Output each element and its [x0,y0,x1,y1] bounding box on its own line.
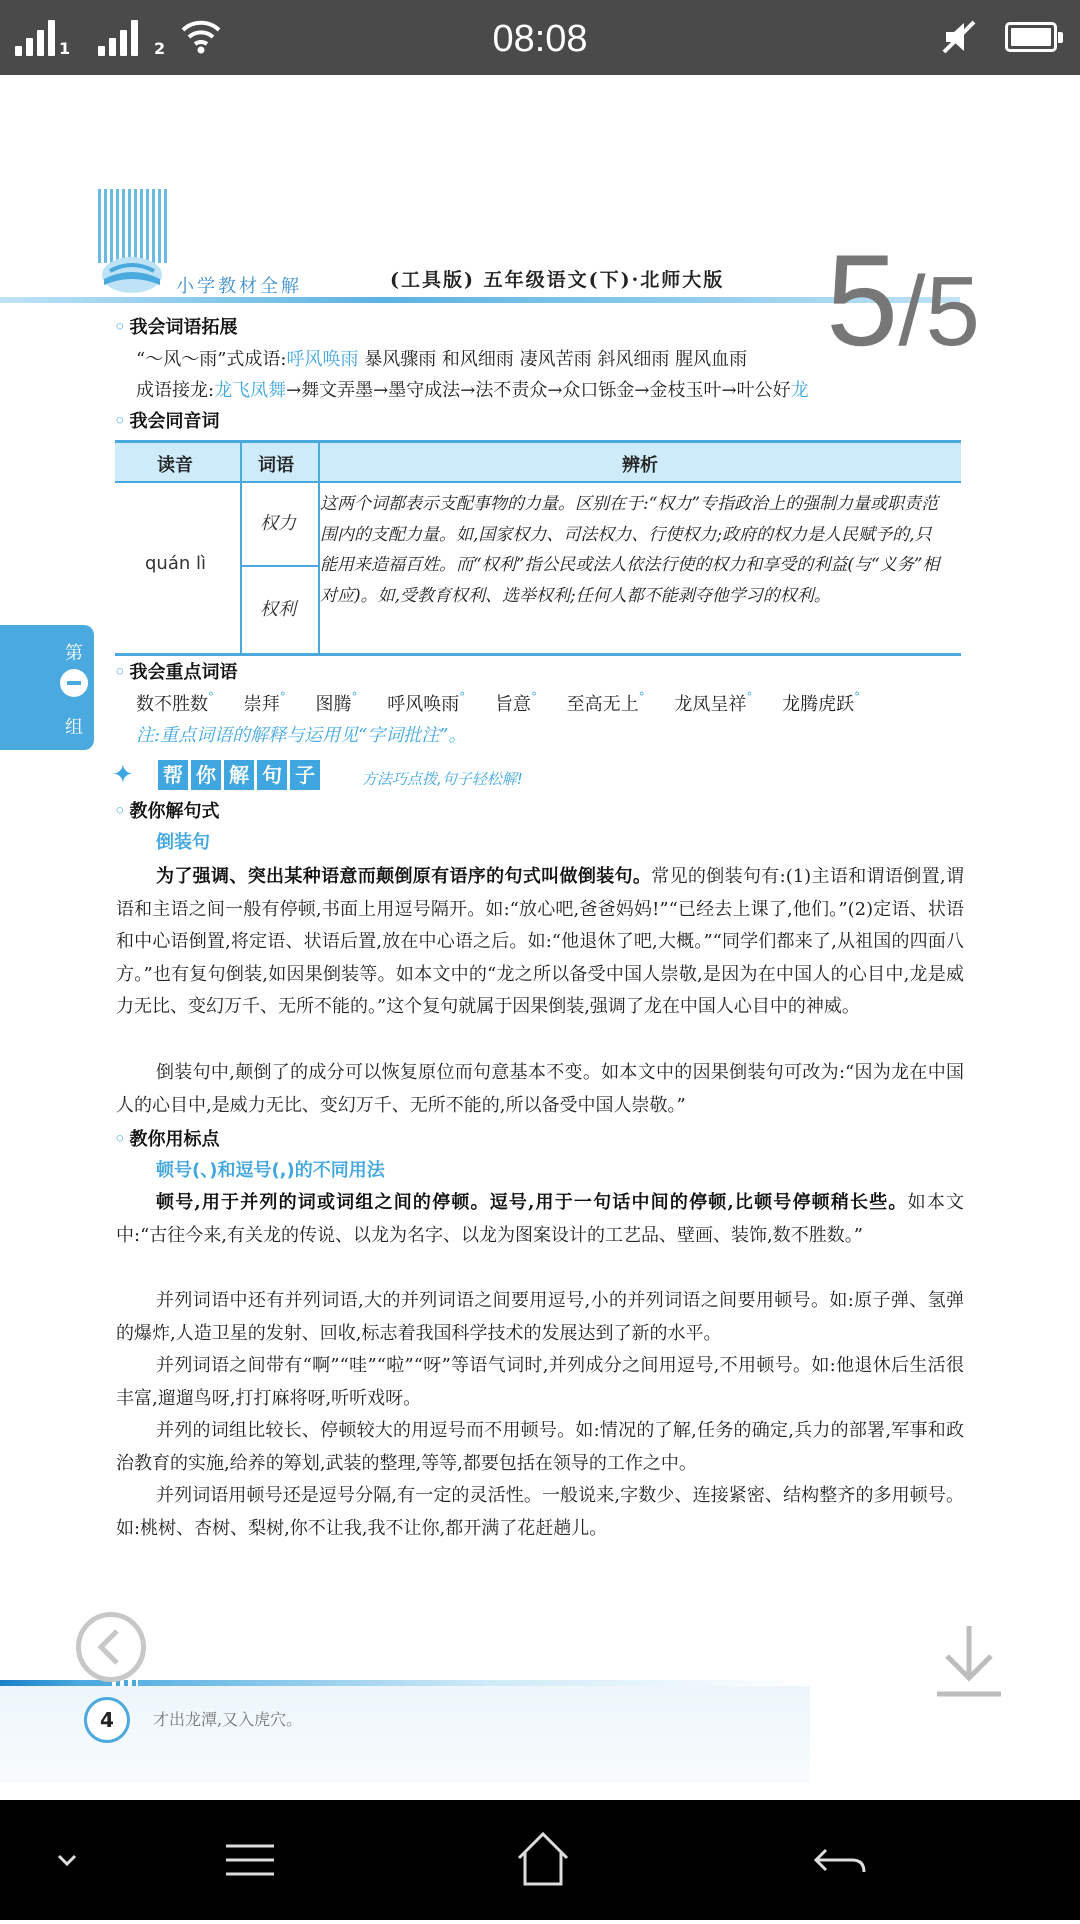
banner-char: 帮 [158,760,188,790]
nav-back-button[interactable] [780,1800,900,1920]
keyword: 呼风唤雨 ° [387,694,465,715]
paragraph: 为了强调、突出某种语意而颠倒原有语序的句式叫做倒装句。常见的倒装句有:(1)主语和谓语倒置,谓语和主语之间一般有停顿,书面上用逗号隔开。如:“放心吧,爸爸妈妈!”“已经去上课了,他们。”(2)定语、状语和中心语倒置,将定语、状语后置,放在中心语之后。如:“他退休了吧,大概。”“同学们都来了,从祖国的四面八方。”也有复句倒装,如因果倒装等。如本文中的“龙之所以备受中国人崇敬,是因为在中国人的心目中,龙是威力无比、变幻万千、无所不能的。”这个复句就属于因果倒装,强调了龙在中国人心目中的神威。 [116,866,964,1017]
status-bar [0,0,1080,75]
pinyin-cell: quán lì [145,553,206,574]
page-counter [826,225,980,375]
paragraph: 顿号,用于并列的词或词组之间的停顿。逗号,用于一句话中间的停顿,比顿号停顿稍长些。如本文中:“古往今来,有关龙的传说、以龙为名字、以龙为图案设计的工艺品、壁画、装饰,数不胜数。” [116,1192,965,1246]
banner-slogan: 方法巧点拨,句子轻松解! [362,770,523,788]
sim2-label: 2 [154,39,166,58]
paragraph: 并列词语中还有并列词语,大的并列词语之间要用逗号,小的并列词语之间要用顿号。如:原子弹、氢弹的爆炸,人造卫星的发射、回收,标志着我国科学技术的发展达到了新的水平。 [116,1290,964,1344]
home-icon [483,1800,603,1920]
footer-quote: 才出龙潭,又入虎穴。 [153,1710,303,1729]
back-arrow-icon [780,1800,900,1920]
chevron-down-icon [8,1800,128,1920]
paragraph: 并列的词组比较长、停顿较大的用逗号而不用顿号。如:情况的了解,任务的确定,兵力的部署,军事和政治教育的实施,给养的筹划,武装的整理,等等,都要包括在领导的工作之中。 [116,1420,964,1474]
navigation-bar [0,1800,1080,1920]
book-title: (工具版) 五年级语文(下)·北师大版 [390,269,725,291]
keyword: 崇拜 ° [244,694,286,715]
keyword: 数不胜数 ° [136,694,214,715]
section-heading-syntax: ◦ 教你解句式 [114,797,220,823]
page-current: 5 [826,227,899,373]
clock: 08:08 [492,18,588,60]
banner-char: 你 [191,760,221,790]
subhead-inversion: 倒装句 [156,832,210,853]
chapter-side-tab [0,625,94,750]
side-tab-top: 第 [65,643,83,664]
side-tab-circle [60,669,88,697]
keyword: 旨意 ° [495,694,537,715]
word-cell: 权力 [260,513,296,534]
sparkle-icon: ✦ [112,760,134,790]
page-number: 4 [84,1697,130,1743]
banner-char: 解 [224,760,254,790]
side-tab-bottom: 组 [65,717,83,738]
keyword-list [136,690,884,716]
header-rule [0,297,960,303]
idiom-chain-line: 成语接龙:龙飞凤舞→舞文弄墨→墨守成法→法不责众→众口铄金→金枝玉叶→叶公好龙 [136,380,809,401]
section-heading-homophone: ◦ 我会同音词 [114,407,220,433]
download-button[interactable] [935,1620,1003,1700]
menu-icon [190,1800,310,1920]
table-header-cell: 辨析 [622,455,658,476]
page-total: 5 [925,256,981,366]
nav-menu-button[interactable] [190,1800,310,1920]
section-heading-expand: ◦ 我会词语拓展 [114,313,238,339]
chevron-left-icon [81,1617,141,1677]
document-page [0,185,1080,1732]
paragraph: 并列词语用顿号还是逗号分隔,有一定的灵活性。一般说来,字数少、连接紧密、结构整齐的多用顿号。如:桃树、杏树、梨树,你不让我,我不让你,都开满了花赶趟儿。 [116,1485,964,1539]
section-heading-punct: ◦ 教你用标点 [114,1125,220,1151]
footer-rule [0,1680,810,1686]
mute-icon [940,18,978,56]
banner-char: 句 [257,760,287,790]
keyword: 龙腾虎跃 ° [782,694,860,715]
nav-down-button[interactable] [8,1800,128,1920]
homophone-table [115,440,961,656]
book-logo-icon [96,245,168,301]
table-header-cell: 词语 [258,455,294,476]
keyword: 图腾 ° [315,694,357,715]
table-header-cell: 读音 [157,455,193,476]
nav-home-button[interactable] [483,1800,603,1920]
sim1-label: 1 [59,39,71,58]
section-heading-keywords: ◦ 我会重点词语 [114,658,238,684]
prev-page-button[interactable] [76,1612,146,1682]
paragraph: 并列词语之间带有“啊”“哇”“啦”“呀”等语气词时,并列成分之间用逗号,不用顿号。如:他退休后生活很丰富,遛遛鸟呀,打打麻将呀,听听戏呀。 [116,1355,964,1409]
paragraph: 倒装句中,颠倒了的成分可以恢复原位而句意基本不变。如本文中的因果倒装句可改为:“因为龙在中国人的心目中,是威力无比、变幻万千、无所不能的,所以备受中国人崇敬。” [116,1062,964,1116]
image-viewer[interactable] [0,75,1080,1800]
word-cell: 权利 [260,599,296,620]
keyword-note: 注:重点词语的解释与运用见“字词批注”。 [136,725,467,746]
series-title: 小学教材全解 [176,276,302,297]
analysis-cell: 这两个词都表示支配事物的力量。区别在于:“权力”专指政治上的强制力量或职责范围内的支配力量。如,国家权力、司法权力、行使权力;政府的权力是人民赋予的,只能用来造福百姓。而“权利”指公民或法人依法行使的权力和享受的利益(与“义务”相对应)。如,受教育权利、选举权利;任何人都不能剥夺他学习的权利。 [320,494,940,606]
subhead-punct: 顿号(、)和逗号(,)的不同用法 [156,1160,385,1181]
page-separator: / [898,256,926,366]
battery-icon [1005,22,1057,52]
banner-char: 子 [290,760,320,790]
keyword: 至高无上 ° [567,694,645,715]
keyword: 龙凤呈祥 ° [674,694,752,715]
idiom-line: “～风～雨”式成语:呼风唤雨 暴风骤雨 和风细雨 凄风苦雨 斜风细雨 腥风血雨 [136,349,748,370]
